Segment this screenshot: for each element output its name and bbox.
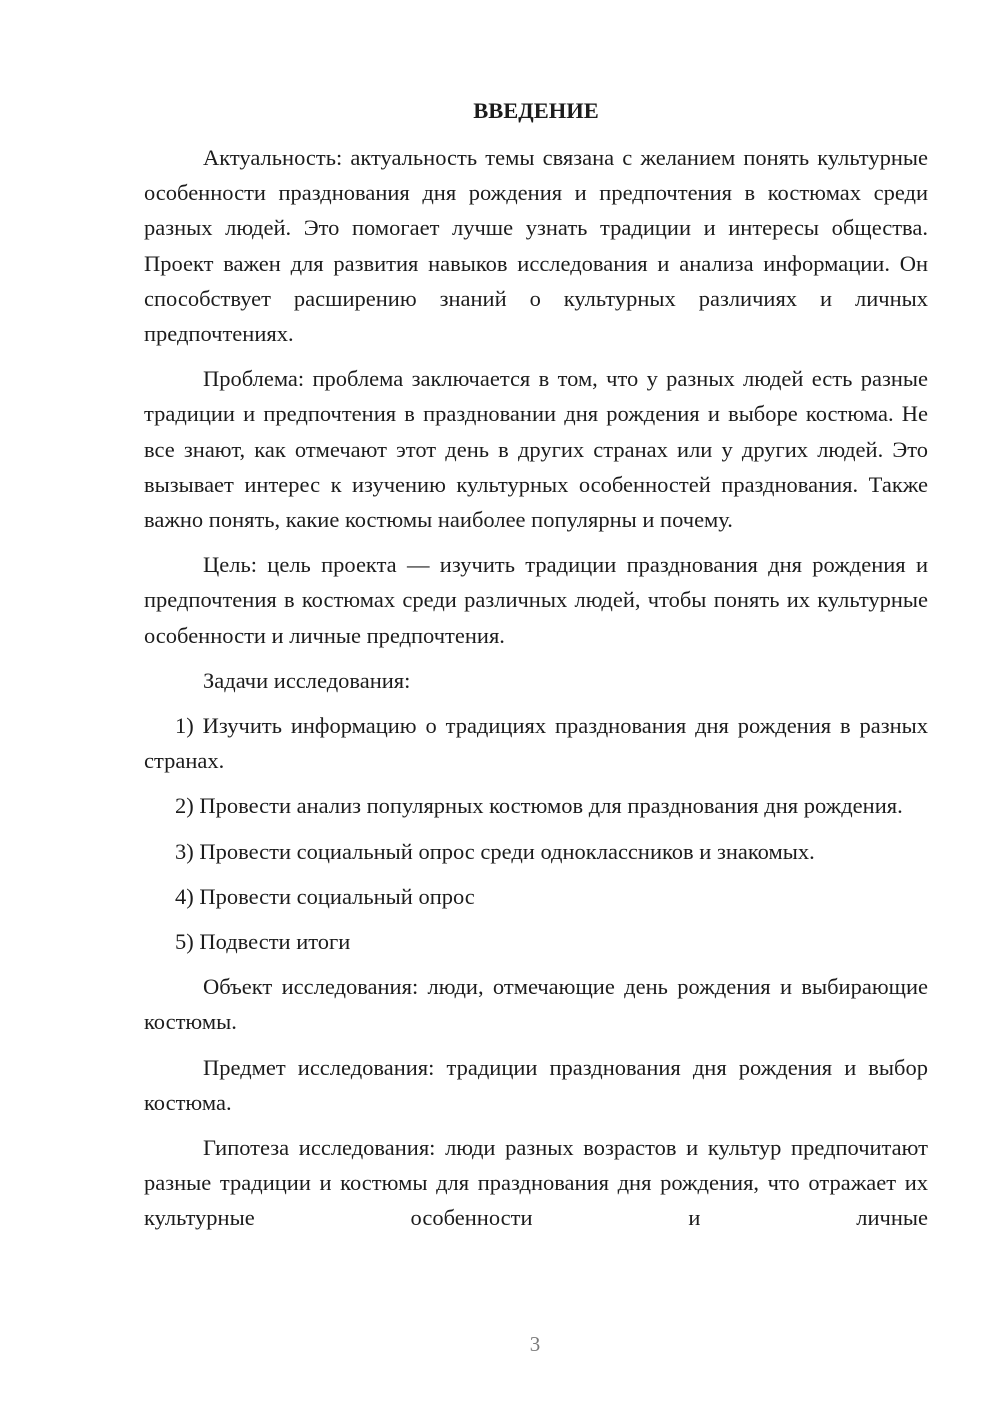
task-item: 5) Подвести итоги: [175, 929, 351, 955]
task-item: 1) Изучить информацию о традициях празднования дня рождения в разных странах.: [144, 713, 928, 774]
goal-paragraph: Цель: цель проекта — изучить традиции празднования дня рождения и предпочтения в костюмах среди различных людей, чтобы понять их культурные особенности и личные предпочтения.: [144, 552, 928, 648]
page-number: 3: [529, 1332, 541, 1356]
problem-paragraph: Проблема: проблема заключается в том, что у разных людей есть разные традиции и предпочтения в праздновании дня рождения и выборе костюма. Не все знают, как отмечают этот день в других странах или у других людей. Это вызывает интерес к изучению культурных особенностей празднования. Также важно понять, какие костюмы наиболее популярны и почему.: [144, 366, 928, 533]
object-paragraph: Объект исследования: люди, отмечающие день рождения и выбирающие костюмы.: [144, 974, 928, 1035]
relevance-paragraph: Актуальность: актуальность темы связана с желанием понять культурные особенности празднования дня рождения и предпочтения в костюмах среди разных людей. Это помогает лучше узнать традиции и интересы общества. Проект важен для развития навыков исследования и анализа информации. Он способствует расширению знаний о культурных различиях и личных предпочтениях.: [144, 145, 928, 347]
task-item: 4) Провести социальный опрос: [175, 883, 475, 909]
subject-paragraph: Предмет исследования: традиции празднования дня рождения и выбор костюма.: [144, 1054, 928, 1115]
document-body: [144, 96, 928, 1246]
section-heading: ВВЕДЕНИЕ: [473, 98, 599, 123]
hypothesis-paragraph: Гипотеза исследования: люди разных возрастов и культур предпочитают разные традиции и костюмы для празднования дня рождения, что отражает их культурные особенности и личные: [144, 1135, 928, 1231]
task-item: 2) Провести анализ популярных костюмов для празднования дня рождения.: [175, 793, 903, 819]
tasks-title: Задачи исследования:: [203, 667, 411, 693]
task-item: 3) Провести социальный опрос среди одноклассников и знакомых.: [175, 838, 815, 864]
